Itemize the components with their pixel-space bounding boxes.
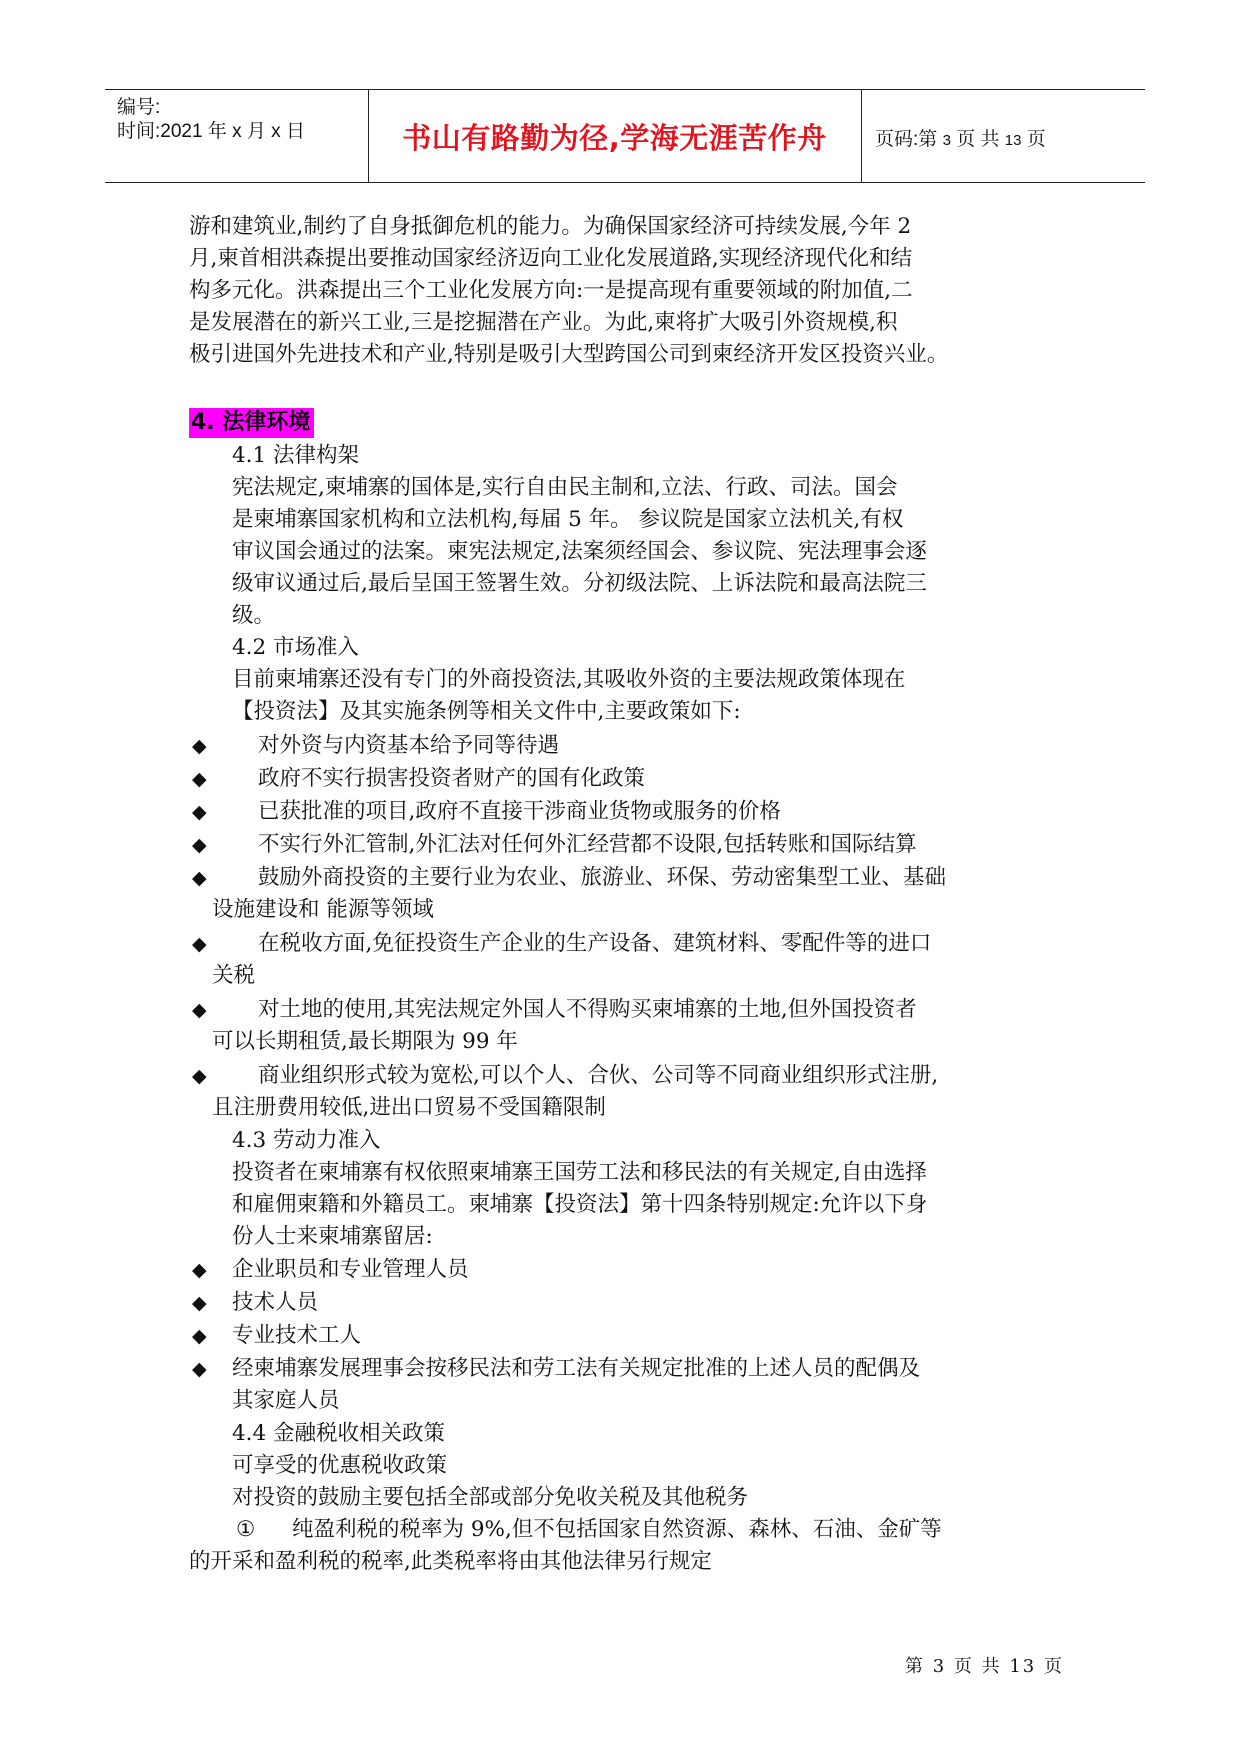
bullet-icon: ◆ bbox=[192, 1259, 207, 1281]
bullet-icon: ◆ bbox=[192, 933, 207, 955]
bullet-icon: ◆ bbox=[192, 1292, 207, 1314]
bullet-icon: ◆ bbox=[192, 834, 207, 856]
bullet-icon: ◆ bbox=[192, 1325, 207, 1347]
bullet-icon: ◆ bbox=[192, 801, 207, 823]
body-text-line: 审议国会通过的法案。柬宪法规定,法案须经国会、参议院、宪法理事会逐 bbox=[232, 539, 927, 564]
list-item: 专业技术工人 bbox=[232, 1323, 362, 1348]
doc-time-label: 时间:2021 年 x 月 x 日 bbox=[117, 121, 305, 142]
list-item: 对外资与内资基本给予同等待遇 bbox=[258, 733, 560, 758]
body-text-line: 级。 bbox=[232, 603, 276, 628]
page-suffix: 页 bbox=[1026, 129, 1046, 150]
body-text-line: 和雇佣柬籍和外籍员工。柬埔寨【投资法】第十四条特别规定:允许以下身 bbox=[232, 1192, 928, 1217]
body-text-line: 的开采和盈利税的税率,此类税率将由其他法律另行规定 bbox=[189, 1549, 712, 1574]
subsection-title: 4.4 金融税收相关政策 bbox=[232, 1421, 446, 1446]
page-current: 3 bbox=[942, 132, 951, 149]
body-text-line: 投资者在柬埔寨有权依照柬埔寨王国劳工法和移民法的有关规定,自由选择 bbox=[232, 1160, 927, 1185]
list-item: 技术人员 bbox=[232, 1290, 319, 1315]
bullet-icon: ◆ bbox=[192, 1358, 207, 1380]
body-text-line: 【投资法】及其实施条例等相关文件中,主要政策如下: bbox=[232, 699, 741, 724]
header-divider bbox=[861, 90, 862, 182]
bullet-icon: ◆ bbox=[192, 867, 207, 889]
list-item: 政府不实行损害投资者财产的国有化政策 bbox=[258, 766, 646, 791]
header-divider bbox=[368, 90, 369, 182]
list-item: 鼓励外商投资的主要行业为农业、旅游业、环保、劳动密集型工业、基础 bbox=[258, 865, 947, 890]
list-item: 不实行外汇管制,外汇法对任何外汇经营都不设限,包括转账和国际结算 bbox=[258, 832, 917, 857]
bullet-icon: ◆ bbox=[192, 999, 207, 1021]
list-item: 在税收方面,免征投资生产企业的生产设备、建筑材料、零配件等的进口 bbox=[258, 931, 932, 956]
body-text-line: 极引进国外先进技术和产业,特别是吸引大型跨国公司到柬经济开发区投资兴业。 bbox=[189, 342, 949, 367]
subsection-title: 4.2 市场准入 bbox=[232, 635, 360, 660]
bullet-icon: ◆ bbox=[192, 735, 207, 757]
list-item-continuation: 其家庭人员 bbox=[232, 1388, 340, 1413]
list-item: 商业组织形式较为宽松,可以个人、合伙、公司等不同商业组织形式注册, bbox=[258, 1063, 939, 1088]
body-text-line: 月,柬首相洪森提出要推动国家经济迈向工业化发展道路,实现经济现代化和结 bbox=[189, 246, 913, 271]
list-item: 对土地的使用,其宪法规定外国人不得购买柬埔寨的土地,但外国投资者 bbox=[258, 997, 917, 1022]
bullet-icon: ◆ bbox=[192, 768, 207, 790]
page-header bbox=[105, 89, 1145, 183]
page-prefix: 页码:第 bbox=[875, 129, 938, 150]
body-text-line: 是柬埔寨国家机构和立法机构,每届 5 年。 参议院是国家立法机关,有权 bbox=[232, 507, 904, 532]
page-footer: 第 3 页 共 13 页 bbox=[905, 1656, 1064, 1677]
section-heading: 4. 法律环境 bbox=[189, 408, 314, 438]
body-text-line: 对投资的鼓励主要包括全部或部分免收关税及其他税务 bbox=[232, 1485, 749, 1510]
list-item: 企业职员和专业管理人员 bbox=[232, 1257, 469, 1282]
subsection-title: 4.1 法律构架 bbox=[232, 443, 360, 468]
list-item-continuation: 可以长期租赁,最长期限为 99 年 bbox=[212, 1029, 518, 1054]
circled-number-marker: ① bbox=[236, 1517, 256, 1542]
list-item: 已获批准的项目,政府不直接干涉商业货物或服务的价格 bbox=[258, 799, 781, 824]
body-text-line: 级审议通过后,最后呈国王签署生效。分初级法院、上诉法院和最高法院三 bbox=[232, 571, 927, 596]
body-text-line: 可享受的优惠税收政策 bbox=[232, 1453, 448, 1478]
body-text-line: 宪法规定,柬埔寨的国体是,实行自由民主制和,立法、行政、司法。国会 bbox=[232, 475, 898, 500]
list-item: 经柬埔寨发展理事会按移民法和劳工法有关规定批准的上述人员的配偶及 bbox=[232, 1356, 921, 1381]
page-total: 13 bbox=[1004, 132, 1022, 149]
list-item-continuation: 关税 bbox=[212, 963, 256, 988]
list-item-continuation: 且注册费用较低,进出口贸易不受国籍限制 bbox=[212, 1095, 606, 1120]
body-text-line: 构多元化。洪森提出三个工业化发展方向:一是提高现有重要领域的附加值,二 bbox=[189, 278, 913, 303]
doc-number-label: 编号: bbox=[117, 97, 161, 118]
body-text-line: 目前柬埔寨还没有专门的外商投资法,其吸收外资的主要法规政策体现在 bbox=[232, 667, 906, 692]
body-text-line: 份人士来柬埔寨留居: bbox=[232, 1224, 433, 1249]
header-page-info bbox=[875, 124, 1046, 151]
body-text-line: 是发展潜在的新兴工业,三是挖掘潜在产业。为此,柬将扩大吸引外资规模,积 bbox=[189, 310, 898, 335]
subsection-title: 4.3 劳动力准入 bbox=[232, 1128, 381, 1153]
list-item-continuation: 设施建设和 能源等领域 bbox=[212, 897, 434, 922]
body-text-line: 纯盈利税的税率为 9%,但不包括国家自然资源、森林、石油、金矿等 bbox=[292, 1517, 942, 1542]
bullet-icon: ◆ bbox=[192, 1065, 207, 1087]
header-motto: 书山有路勤为径,学海无涯苦作舟 bbox=[402, 121, 827, 155]
body-text-line: 游和建筑业,制约了自身抵御危机的能力。为确保国家经济可持续发展,今年 2 bbox=[189, 214, 912, 239]
page-mid: 页 共 bbox=[956, 129, 1000, 150]
